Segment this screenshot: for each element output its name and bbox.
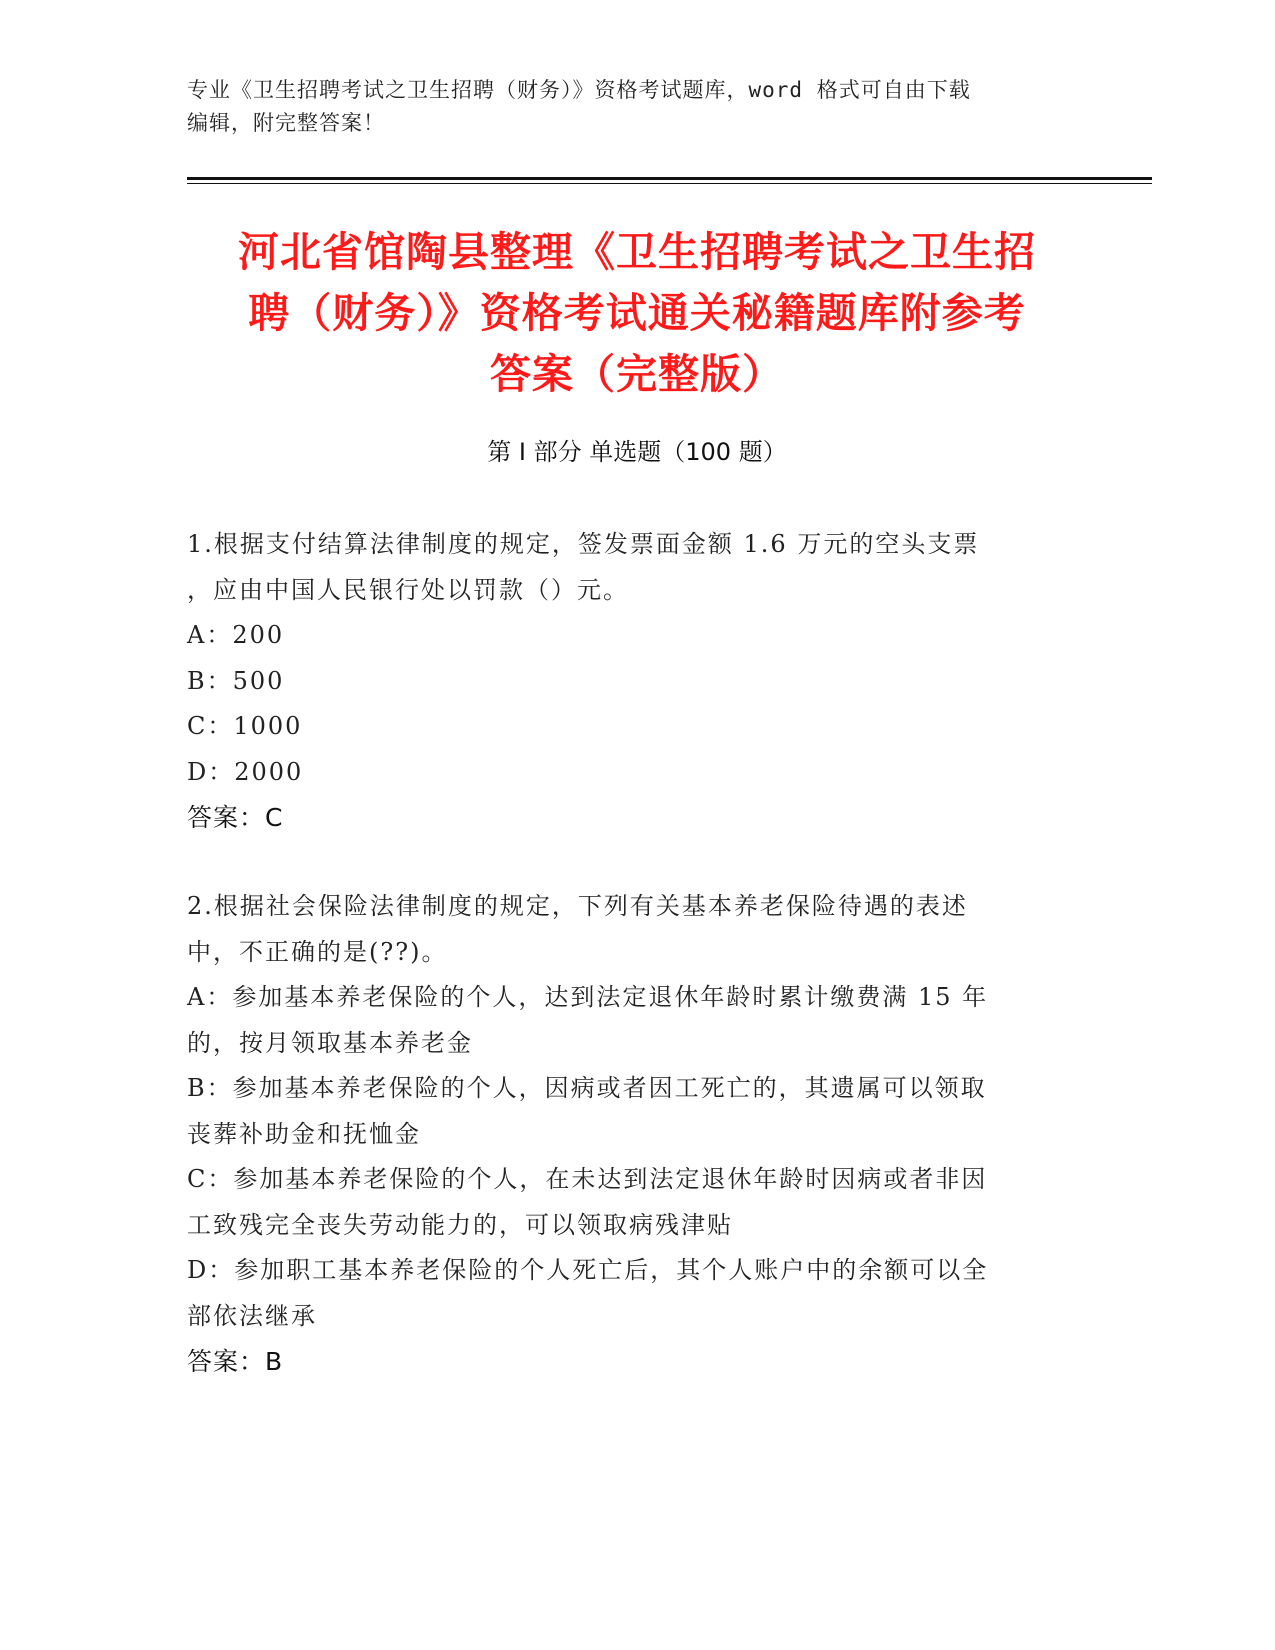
question-1-option-a: A：200 [187,621,285,649]
header-note-line-1: 专业《卫生招聘考试之卫生招聘（财务）》资格考试题库，word 格式可自由下载 [187,78,971,102]
question-2-option-c-line-2: 工致残完全丧失劳动能力的，可以领取病残津贴 [187,1210,733,1239]
document-title-line-1: 河北省馆陶县整理《卫生招聘考试之卫生招 [238,228,1036,276]
question-1-text-line-2: ，应由中国人民银行处以罚款（）元。 [187,575,629,604]
header-rule-thick [187,177,1152,180]
question-2 [187,884,1067,1385]
question-1-option-c: C：1000 [187,712,303,740]
section-heading: 第 I 部分 单选题（100 题） [487,438,787,466]
question-2-option-a-line-2: 的，按月领取基本养老金 [187,1028,473,1057]
document-title [187,222,1087,405]
question-1-text-line-1: 1.根据支付结算法律制度的规定，签发票面金额 1.6 万元的空头支票 [187,530,980,558]
question-2-option-a-line-1: A：参加基本养老保险的个人，达到法定退休年龄时累计缴费满 15 年 [187,983,989,1011]
question-2-option-d-line-2: 部依法继承 [187,1301,317,1330]
question-2-text-line-1: 2.根据社会保险法律制度的规定，下列有关基本养老保险待遇的表述 [187,892,968,920]
question-1-option-d: D：2000 [187,757,304,786]
question-2-option-c-line-1: C：参加基本养老保险的个人，在未达到法定退休年龄时因病或者非因 [187,1165,988,1193]
question-2-option-d-line-1: D：参加职工基本养老保险的个人死亡后，其个人账户中的余额可以全 [187,1256,989,1284]
question-2-answer: 答案：B [187,1347,284,1376]
question-2-option-b-line-1: B：参加基本养老保险的个人，因病或者因工死亡的，其遗属可以领取 [187,1074,987,1102]
question-2-option-b-line-2: 丧葬补助金和抚恤金 [187,1119,421,1148]
header-note [187,74,1067,140]
question-1 [187,522,1067,841]
header-rule-thin [187,183,1152,184]
question-2-text-line-2: 中，不正确的是(??)。 [187,937,448,966]
question-1-answer: 答案：C [187,803,284,832]
header-note-line-2: 编辑，附完整答案！ [187,111,385,135]
question-1-option-b: B：500 [187,666,285,695]
document-title-line-2: 聘（财务）》资格考试通关秘籍题库附参考 [248,289,1026,337]
document-title-line-3: 答案（完整版） [490,350,784,398]
